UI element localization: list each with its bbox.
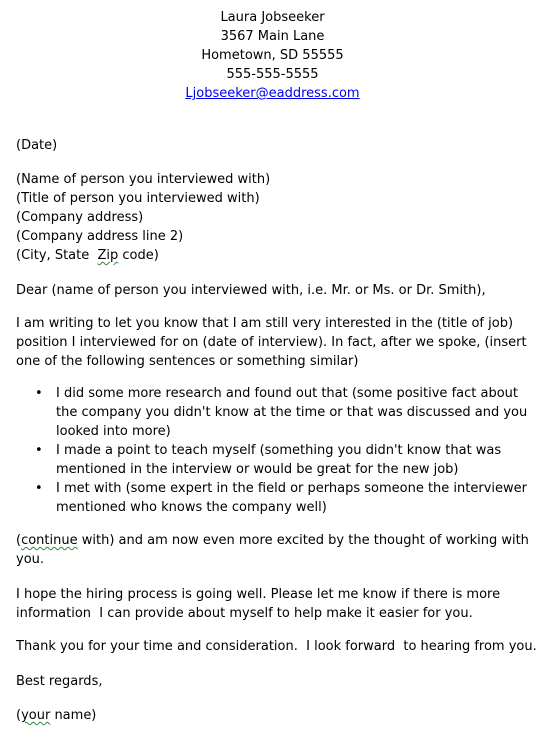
spellcheck-squiggle: continue [21,533,78,548]
sender-email-link[interactable]: Ljobseeker@eaddress.com [185,86,360,101]
closing: Best regards, [16,674,103,689]
recipient-city: (City, State Zip code) [16,248,159,263]
thanks-paragraph: Thank you for your time and consideration. I look forward to hearing from you. [16,639,537,654]
date-line: (Date) [16,138,58,153]
recipient-block [16,170,528,265]
recipient-address: (Company address) [16,210,144,225]
intro-paragraph: I am writing to let you know that I am still very interested in the (title of job) position I interviewed for on (date of interview). In fact, after we spoke, (insert one of the following sentences or something similar) [16,316,527,369]
sender-city: Hometown, SD 55555 [201,48,344,63]
recipient-name: (Name of person you interviewed with) [16,172,271,187]
list-item: • I made a point to teach myself (something you didn't know that was mentioned in the interview or would be great for the new job) [35,443,502,477]
bullet-icon: • [35,443,43,458]
list-item: • I did some more research and found out that (some positive fact about the company you didn't know at the time or that was discussed and you looked into more) [35,386,528,439]
sender-name: Laura Jobseeker [220,10,325,25]
spellcheck-squiggle: Zip [97,248,119,263]
sender-phone: 555-555-5555 [226,67,319,82]
recipient-address2: (Company address line 2) [16,229,184,244]
bullet-list [0,384,545,517]
hope-paragraph: I hope the hiring process is going well. Please let me know if there is more information I can provide about myself to help make it easier for you. [16,587,501,621]
recipient-title: (Title of person you interviewed with) [16,191,260,206]
spellcheck-squiggle: your [21,708,51,723]
signature: (your name) [16,708,97,723]
salutation: Dear (name of person you interviewed with, i.e. Mr. or Ms. or Dr. Smith), [16,283,486,298]
sender-street: 3567 Main Lane [220,29,325,44]
letter-header [0,8,545,103]
bullet-icon: • [35,481,43,496]
continue-paragraph: (continue with) and am now even more excited by the thought of working with you. [16,533,529,567]
bullet-icon: • [35,386,43,401]
list-item: • I met with (some expert in the field or perhaps someone the interviewer mentioned who knows the company well) [35,481,527,515]
